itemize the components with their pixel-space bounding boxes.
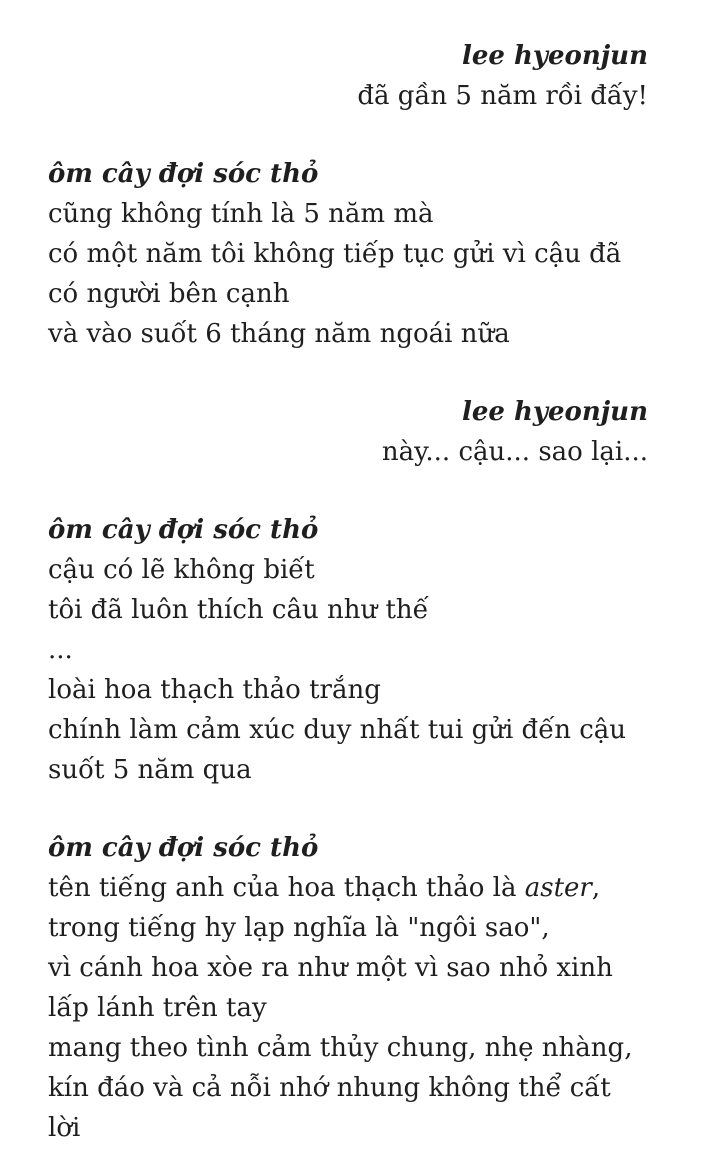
message-line: vì cánh hoa xòe ra như một vì sao nhỏ xinh	[48, 953, 613, 983]
speaker-name: ôm cây đợi sóc thỏ	[48, 159, 319, 189]
spacer	[48, 354, 648, 392]
speaker-name: ôm cây đợi sóc thỏ	[48, 515, 319, 545]
speaker-name: lee hyeonjun	[461, 397, 648, 427]
message-line: kín đáo và cả nỗi nhớ nhung không thể cất	[48, 1073, 611, 1103]
message-line: trong tiếng hy lạp nghĩa là "ngôi sao",	[48, 913, 550, 943]
message-line: lấp lánh trên tay	[48, 993, 267, 1023]
message-line: mang theo tình cảm thủy chung, nhẹ nhàng,	[48, 1033, 633, 1063]
message-block	[48, 828, 648, 1148]
spacer	[48, 116, 648, 154]
message-line: này... cậu... sao lại...	[381, 437, 648, 467]
message-line: chính làm cảm xúc duy nhất tui gửi đến cậu	[48, 715, 627, 745]
spacer	[48, 790, 648, 828]
spacer	[48, 472, 648, 510]
message-line: cậu có lẽ không biết	[48, 555, 315, 585]
emphasized-word: aster	[524, 873, 592, 903]
message-block	[48, 154, 648, 354]
message-line: có người bên cạnh	[48, 279, 290, 309]
message-text: ,	[591, 873, 601, 903]
message-line: đã gần 5 năm rồi đấy!	[357, 81, 648, 111]
message-line: cũng không tính là 5 năm mà	[48, 199, 434, 229]
message-block	[48, 510, 648, 790]
message-line: loài hoa thạch thảo trắng	[48, 675, 381, 705]
message-line: và vào suốt 6 tháng năm ngoái nữa	[48, 319, 510, 349]
message-block	[48, 392, 648, 472]
message-line: tôi đã luôn thích câu như thế	[48, 595, 429, 625]
message-line: ...	[48, 635, 73, 665]
speaker-name: ôm cây đợi sóc thỏ	[48, 833, 319, 863]
message-line: có một năm tôi không tiếp tục gửi vì cậu đã	[48, 239, 622, 269]
speaker-name: lee hyeonjun	[461, 41, 648, 71]
message-text: tên tiếng anh của hoa thạch thảo là	[48, 873, 525, 903]
message-block	[48, 36, 648, 116]
message-line: lời	[48, 1113, 81, 1143]
message-line: suốt 5 năm qua	[48, 755, 252, 785]
message-line	[48, 868, 648, 908]
